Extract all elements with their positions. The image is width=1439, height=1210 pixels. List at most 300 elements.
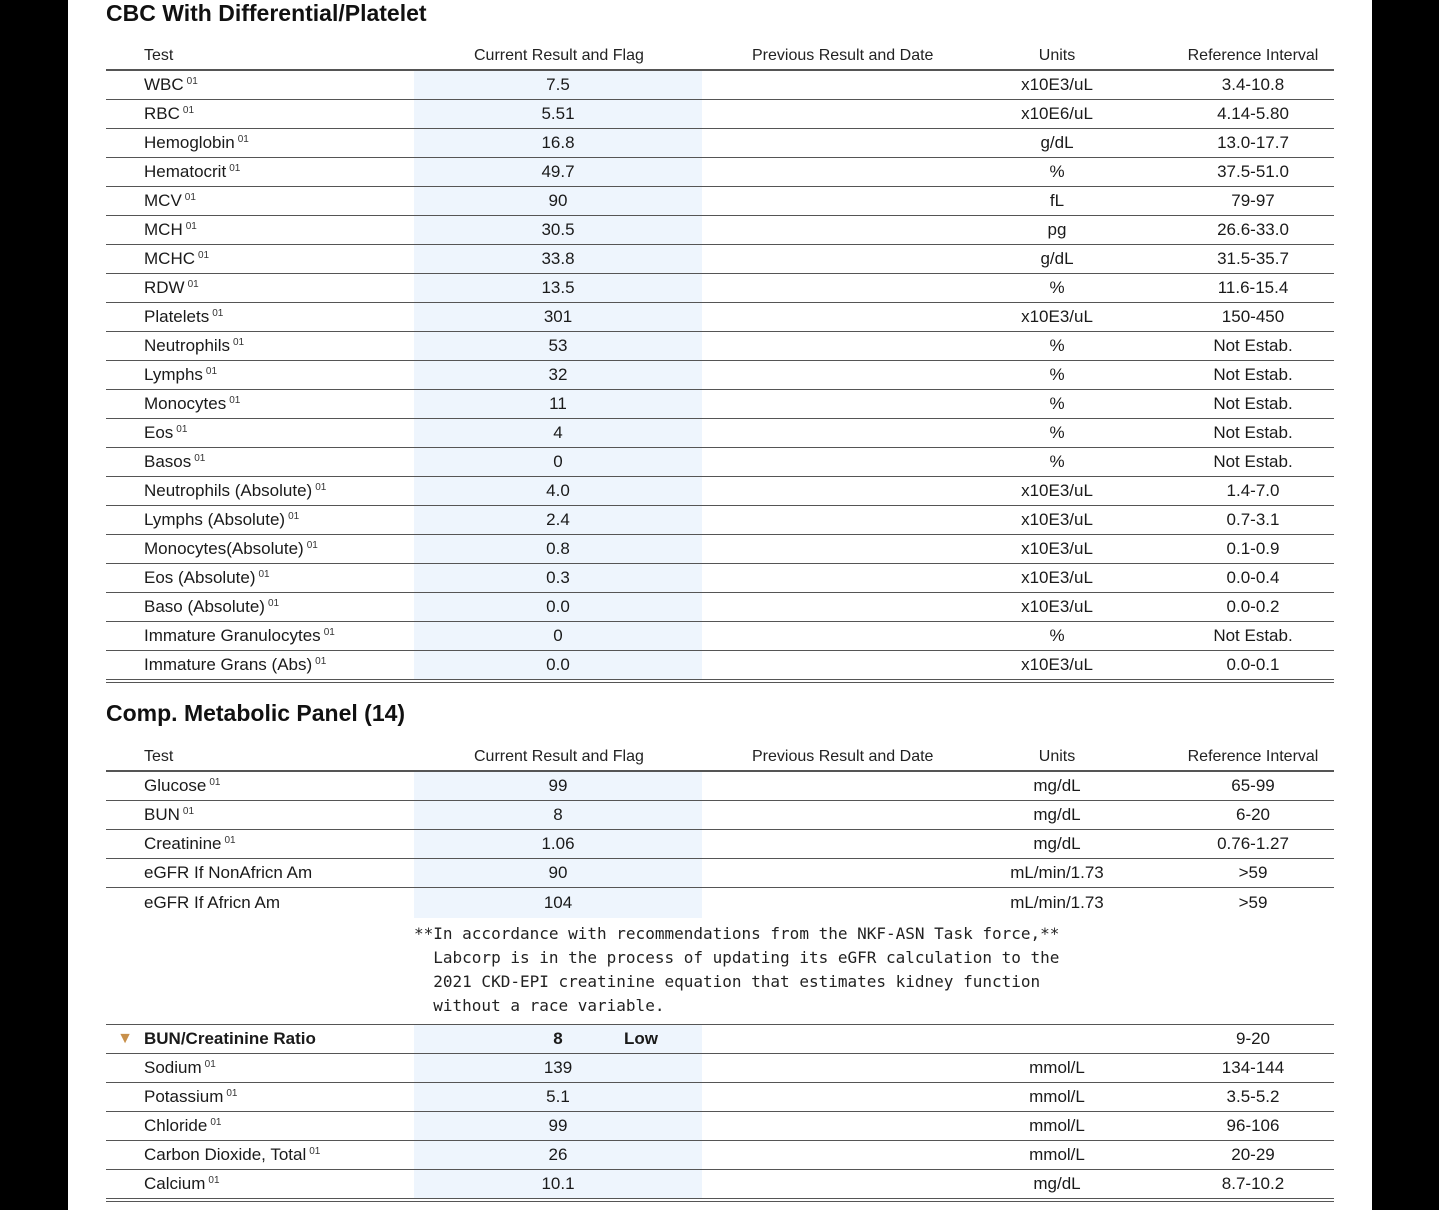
test-name-cell xyxy=(144,1082,414,1111)
current-result-cell xyxy=(414,70,702,100)
flag-indicator-cell xyxy=(106,477,144,506)
test-name-cell xyxy=(144,801,414,830)
current-result-cell xyxy=(414,801,702,830)
previous-result-cell xyxy=(702,859,942,888)
flag-indicator-cell xyxy=(106,651,144,682)
source-code-superscript: 01 xyxy=(258,569,270,580)
source-code-superscript: 01 xyxy=(226,1087,238,1099)
reference-interval-cell: 4.14-5.80 xyxy=(1172,100,1334,129)
current-result-cell xyxy=(414,830,702,859)
reference-interval-column-header: Reference Interval xyxy=(1172,737,1334,771)
table-row xyxy=(106,448,1334,477)
result-value: 8 xyxy=(553,805,563,824)
units-cell: % xyxy=(942,390,1172,419)
units-cell: % xyxy=(942,448,1172,477)
units-cell: x10E6/uL xyxy=(942,100,1172,129)
reference-interval-cell: Not Estab. xyxy=(1172,332,1334,361)
source-code-superscript: 01 xyxy=(315,656,327,667)
flag-indicator-cell xyxy=(106,332,144,361)
test-name-cell xyxy=(144,593,414,622)
flag-indicator-cell xyxy=(106,1111,144,1140)
reference-interval-cell: 13.0-17.7 xyxy=(1172,129,1334,158)
result-value: 0.0 xyxy=(546,597,570,616)
units-cell: % xyxy=(942,274,1172,303)
flag-indicator-cell xyxy=(106,506,144,535)
previous-result-cell xyxy=(702,158,942,187)
previous-result-cell xyxy=(702,361,942,390)
units-cell: x10E3/uL xyxy=(942,593,1172,622)
table-row xyxy=(106,216,1334,245)
previous-result-cell xyxy=(702,593,942,622)
previous-result-cell xyxy=(702,274,942,303)
table-row xyxy=(106,303,1334,332)
test-name: Glucose xyxy=(144,776,207,795)
current-result-cell xyxy=(414,651,702,682)
result-value: 0 xyxy=(553,452,563,471)
current-result-column-header: Current Result and Flag xyxy=(414,36,702,70)
test-name: MCV xyxy=(144,191,182,210)
flag-indicator-cell xyxy=(106,593,144,622)
source-code-superscript: 01 xyxy=(309,1145,321,1157)
previous-result-cell xyxy=(702,830,942,859)
test-column-header: Test xyxy=(144,737,414,771)
previous-result-cell xyxy=(702,129,942,158)
table-row xyxy=(106,1140,1334,1169)
reference-interval-cell: 6-20 xyxy=(1172,801,1334,830)
table-row xyxy=(106,1082,1334,1111)
cbc-results-body xyxy=(106,70,1334,681)
previous-result-cell xyxy=(702,771,942,801)
result-value: 10.1 xyxy=(541,1173,575,1193)
reference-interval-cell: 20-29 xyxy=(1172,1140,1334,1169)
result-value: 0.0 xyxy=(546,655,570,674)
reference-interval-cell: 1.4-7.0 xyxy=(1172,477,1334,506)
test-name-cell xyxy=(144,361,414,390)
result-value: 99 xyxy=(548,776,568,795)
test-name-cell xyxy=(144,1111,414,1140)
units-cell: % xyxy=(942,361,1172,390)
reference-interval-cell: Not Estab. xyxy=(1172,361,1334,390)
result-value: 53 xyxy=(548,336,568,355)
result-value: 16.8 xyxy=(541,133,575,152)
result-value: 5.1 xyxy=(546,1086,570,1106)
result-value: 0.3 xyxy=(546,568,570,587)
current-result-cell xyxy=(414,771,702,801)
units-cell: % xyxy=(942,622,1172,651)
test-name-cell xyxy=(144,1140,414,1169)
result-value: 2.4 xyxy=(546,510,570,529)
previous-result-cell xyxy=(702,303,942,332)
previous-result-cell xyxy=(702,187,942,216)
flag-column-header xyxy=(106,737,144,771)
current-result-cell xyxy=(414,888,702,918)
units-cell: mmol/L xyxy=(942,1111,1172,1140)
test-name: Sodium xyxy=(144,1057,202,1077)
previous-result-cell xyxy=(702,888,942,918)
current-result-cell xyxy=(414,506,702,535)
source-code-superscript: 01 xyxy=(182,105,195,116)
result-value: 90 xyxy=(548,191,568,210)
test-name: Creatinine xyxy=(144,834,222,853)
test-name: Lymphs xyxy=(144,365,203,384)
previous-result-cell xyxy=(702,1169,942,1200)
previous-result-cell xyxy=(702,801,942,830)
flag-indicator-cell xyxy=(106,1024,144,1053)
source-code-superscript: 01 xyxy=(184,192,196,203)
table-row xyxy=(106,1053,1334,1082)
result-value: 5.51 xyxy=(541,104,575,123)
test-name-cell xyxy=(144,216,414,245)
result-value: 32 xyxy=(548,365,568,384)
reference-interval-column-header: Reference Interval xyxy=(1172,36,1334,70)
result-value: 30.5 xyxy=(541,220,575,239)
current-result-cell xyxy=(414,564,702,593)
reference-interval-cell: 65-99 xyxy=(1172,771,1334,801)
table-row xyxy=(106,390,1334,419)
test-name-cell xyxy=(144,564,414,593)
flag-indicator-cell xyxy=(106,419,144,448)
result-value: 139 xyxy=(543,1057,573,1077)
flag-indicator-cell xyxy=(106,274,144,303)
current-result-cell xyxy=(414,1024,702,1053)
note-cell xyxy=(414,918,1334,1025)
flag-indicator-cell xyxy=(106,535,144,564)
current-result-cell xyxy=(414,419,702,448)
flag-indicator-cell xyxy=(106,361,144,390)
test-name-cell xyxy=(144,390,414,419)
source-code-superscript: 01 xyxy=(237,134,249,145)
report-page xyxy=(68,0,1372,1210)
test-name: RDW xyxy=(144,278,185,297)
current-result-cell xyxy=(414,535,702,564)
test-name-cell xyxy=(144,1053,414,1082)
result-value: 33.8 xyxy=(541,249,575,268)
result-value: 13.5 xyxy=(541,278,575,297)
test-name: Basos xyxy=(144,452,192,471)
reference-interval-cell: 8.7-10.2 xyxy=(1172,1169,1334,1200)
units-cell: mL/min/1.73 xyxy=(942,859,1172,888)
reference-interval-cell: 31.5-35.7 xyxy=(1172,245,1334,274)
table-row xyxy=(106,477,1334,506)
units-cell: mg/dL xyxy=(942,830,1172,859)
flag-indicator-cell xyxy=(106,1082,144,1111)
units-cell: x10E3/uL xyxy=(942,477,1172,506)
flag-indicator-cell xyxy=(106,216,144,245)
test-name-cell xyxy=(144,100,414,129)
current-result-cell xyxy=(414,1140,702,1169)
previous-result-column-header: Previous Result and Date xyxy=(702,737,942,771)
table-row xyxy=(106,129,1334,158)
reference-interval-cell: 150-450 xyxy=(1172,303,1334,332)
test-name: Monocytes(Absolute) xyxy=(144,539,304,558)
note-spacer xyxy=(144,918,414,1025)
reference-interval-cell: Not Estab. xyxy=(1172,390,1334,419)
current-result-cell xyxy=(414,1082,702,1111)
reference-interval-cell: Not Estab. xyxy=(1172,622,1334,651)
test-name-cell xyxy=(144,448,414,477)
previous-result-cell xyxy=(702,100,942,129)
units-cell: fL xyxy=(942,187,1172,216)
units-cell: mg/dL xyxy=(942,1169,1172,1200)
test-name: eGFR If Africn Am xyxy=(144,892,281,912)
current-result-cell xyxy=(414,448,702,477)
table-row xyxy=(106,332,1334,361)
flag-indicator-cell xyxy=(106,888,144,918)
table-row xyxy=(106,771,1334,801)
test-name-cell xyxy=(144,771,414,801)
reference-interval-cell: 26.6-33.0 xyxy=(1172,216,1334,245)
table-row xyxy=(106,361,1334,390)
previous-result-cell xyxy=(702,390,942,419)
flag-indicator-cell xyxy=(106,100,144,129)
units-cell: g/dL xyxy=(942,245,1172,274)
test-name: Potassium xyxy=(144,1086,224,1106)
table-row xyxy=(106,859,1334,888)
table-row xyxy=(106,593,1334,622)
cmp-results-body xyxy=(106,771,1334,1200)
result-value: 90 xyxy=(548,863,568,882)
note-spacer xyxy=(106,918,144,1025)
table-row xyxy=(106,419,1334,448)
result-value: 99 xyxy=(548,1115,568,1135)
table-row xyxy=(106,1024,1334,1053)
previous-result-cell xyxy=(702,535,942,564)
source-code-superscript: 01 xyxy=(224,835,236,846)
current-result-cell xyxy=(414,158,702,187)
test-name: Chloride xyxy=(144,1115,208,1135)
flag-indicator-cell xyxy=(106,187,144,216)
previous-result-cell xyxy=(702,564,942,593)
test-name-cell xyxy=(144,129,414,158)
test-name: Carbon Dioxide, Total xyxy=(144,1144,307,1164)
table-row xyxy=(106,622,1334,651)
current-result-cell xyxy=(414,593,702,622)
cbc-results-table xyxy=(106,36,1334,683)
table-row xyxy=(106,888,1334,918)
units-cell: mmol/L xyxy=(942,1082,1172,1111)
test-name-cell xyxy=(144,419,414,448)
units-cell: mg/dL xyxy=(942,771,1172,801)
test-name-cell xyxy=(144,1169,414,1200)
reference-interval-cell: >59 xyxy=(1238,892,1268,912)
egfr-note-text: **In accordance with recommendations from the NKF-ASN Task force,** Labcorp is in the process of updating its eGFR calculation to the 2021 CKD-EPI creatinine equation that estimates kidney function without a race variable. xyxy=(414,923,1060,1015)
cmp-results-table xyxy=(106,737,1334,1202)
flag-indicator-cell xyxy=(106,1169,144,1200)
result-flag: Low xyxy=(624,1028,658,1048)
reference-interval-cell: 0.0-0.2 xyxy=(1172,593,1334,622)
source-code-superscript: 01 xyxy=(198,250,210,261)
units-cell: x10E3/uL xyxy=(942,506,1172,535)
flag-indicator-cell xyxy=(106,564,144,593)
current-result-column-header: Current Result and Flag xyxy=(414,737,702,771)
test-name: Baso (Absolute) xyxy=(144,597,265,616)
reference-interval-cell: 0.0-0.4 xyxy=(1172,564,1334,593)
units-cell: pg xyxy=(942,216,1172,245)
result-value: 7.5 xyxy=(546,75,570,94)
flag-column-header xyxy=(106,36,144,70)
test-name: Immature Grans (Abs) xyxy=(144,655,313,674)
table-row xyxy=(106,651,1334,682)
test-name: MCHC xyxy=(144,249,195,268)
section-title-cbc: CBC With Differential/Platelet xyxy=(106,0,427,26)
table-row xyxy=(106,506,1334,535)
table-row xyxy=(106,100,1334,129)
flag-indicator-cell xyxy=(106,622,144,651)
flag-indicator-cell xyxy=(106,771,144,801)
current-result-cell xyxy=(414,216,702,245)
current-result-cell xyxy=(414,859,702,888)
reference-interval-cell: 0.76-1.27 xyxy=(1172,830,1334,859)
source-code-superscript: 01 xyxy=(176,424,188,435)
previous-result-cell xyxy=(702,622,942,651)
current-result-cell xyxy=(414,274,702,303)
units-column-header: Units xyxy=(942,36,1172,70)
previous-result-cell xyxy=(702,332,942,361)
current-result-cell xyxy=(414,129,702,158)
test-name: Platelets xyxy=(144,307,210,326)
test-name-cell xyxy=(144,1024,414,1053)
table-row xyxy=(106,245,1334,274)
flag-indicator-cell xyxy=(106,801,144,830)
reference-interval-cell: 96-106 xyxy=(1172,1111,1334,1140)
current-result-cell xyxy=(414,1053,702,1082)
units-cell: mg/dL xyxy=(942,801,1172,830)
source-code-superscript: 01 xyxy=(182,806,195,817)
test-name-cell xyxy=(144,158,414,187)
result-value: 11 xyxy=(549,394,567,413)
test-name-cell xyxy=(144,332,414,361)
result-value: 104 xyxy=(543,892,573,912)
units-cell: % xyxy=(942,158,1172,187)
source-code-superscript: 01 xyxy=(194,453,206,464)
previous-result-cell xyxy=(702,448,942,477)
current-result-cell xyxy=(414,245,702,274)
source-code-superscript: 01 xyxy=(185,221,197,232)
units-cell: x10E3/uL xyxy=(942,651,1172,682)
source-code-superscript: 01 xyxy=(323,627,335,638)
test-name: RBC xyxy=(144,104,180,123)
reference-interval-cell: 3.4-10.8 xyxy=(1172,70,1334,100)
test-name-cell xyxy=(144,70,414,100)
flag-indicator-cell xyxy=(106,70,144,100)
test-name-cell xyxy=(144,506,414,535)
reference-interval-cell: 0.0-0.1 xyxy=(1172,651,1334,682)
previous-result-cell xyxy=(702,70,942,100)
test-name-cell xyxy=(144,274,414,303)
test-name: Immature Granulocytes xyxy=(144,626,321,645)
previous-result-cell xyxy=(702,216,942,245)
result-value: 8 xyxy=(553,1028,563,1048)
source-code-superscript: 01 xyxy=(210,1116,222,1128)
note-row xyxy=(106,918,1334,1025)
previous-result-cell xyxy=(702,1140,942,1169)
table-row xyxy=(106,830,1334,859)
previous-result-cell xyxy=(702,1024,942,1053)
current-result-cell xyxy=(414,303,702,332)
source-code-superscript: 01 xyxy=(315,482,327,493)
test-name: Calcium xyxy=(144,1173,206,1193)
previous-result-cell xyxy=(702,1053,942,1082)
units-cell: g/dL xyxy=(942,129,1172,158)
triangle-down-icon: ▼ xyxy=(117,1029,133,1047)
flag-indicator-cell xyxy=(106,245,144,274)
section-title-cmp: Comp. Metabolic Panel (14) xyxy=(106,700,406,726)
source-code-superscript: 01 xyxy=(187,279,199,290)
table-row xyxy=(106,1111,1334,1140)
test-name-cell xyxy=(144,830,414,859)
flag-indicator-cell xyxy=(106,1140,144,1169)
current-result-cell xyxy=(414,390,702,419)
flag-indicator-cell xyxy=(106,859,144,888)
previous-result-cell xyxy=(702,477,942,506)
reference-interval-cell: >59 xyxy=(1172,859,1334,888)
units-column-header: Units xyxy=(942,737,1172,771)
source-code-superscript: 01 xyxy=(209,777,221,788)
units-cell: mmol/L xyxy=(942,1053,1172,1082)
flag-indicator-cell xyxy=(106,303,144,332)
units-cell xyxy=(942,1024,1172,1053)
reference-interval-cell: 9-20 xyxy=(1172,1024,1334,1053)
table-row xyxy=(106,1169,1334,1200)
previous-result-cell xyxy=(702,651,942,682)
test-name: Neutrophils (Absolute) xyxy=(144,481,313,500)
test-name-cell xyxy=(144,651,414,682)
test-name: Monocytes xyxy=(144,394,227,413)
source-code-superscript: 01 xyxy=(267,598,280,609)
previous-result-cell xyxy=(702,245,942,274)
flag-indicator-cell xyxy=(106,448,144,477)
test-name-cell xyxy=(144,245,414,274)
flag-indicator-cell xyxy=(106,830,144,859)
reference-interval-cell: 11.6-15.4 xyxy=(1172,274,1334,303)
table-row xyxy=(106,70,1334,100)
current-result-cell xyxy=(414,332,702,361)
table-header-row xyxy=(106,36,1334,70)
table-header-row xyxy=(106,737,1334,771)
test-name-cell xyxy=(144,622,414,651)
test-name-cell xyxy=(144,859,414,888)
test-name: BUN xyxy=(144,805,180,824)
reference-interval-cell: 134-144 xyxy=(1172,1053,1334,1082)
reference-interval-cell: 0.7-3.1 xyxy=(1172,506,1334,535)
reference-interval-cell: 3.5-5.2 xyxy=(1172,1082,1334,1111)
reference-interval-cell: 37.5-51.0 xyxy=(1172,158,1334,187)
test-column-header: Test xyxy=(144,36,414,70)
test-name: WBC xyxy=(144,75,184,94)
units-cell: x10E3/uL xyxy=(942,535,1172,564)
units-cell: mL/min/1.73 xyxy=(1010,892,1104,912)
table-row xyxy=(106,564,1334,593)
flag-indicator-cell xyxy=(106,1053,144,1082)
test-name-cell xyxy=(144,303,414,332)
result-value: 26 xyxy=(548,1144,568,1164)
test-name: Lymphs (Absolute) xyxy=(144,510,286,529)
previous-result-cell xyxy=(702,1111,942,1140)
test-name: Hemoglobin xyxy=(144,133,235,152)
test-name-cell xyxy=(144,477,414,506)
source-code-superscript: 01 xyxy=(306,540,318,551)
test-name: Hematocrit xyxy=(144,162,227,181)
units-cell: % xyxy=(942,332,1172,361)
result-value: 49.7 xyxy=(541,162,575,181)
table-row xyxy=(106,187,1334,216)
flag-indicator-cell xyxy=(106,158,144,187)
source-code-superscript: 01 xyxy=(208,1174,220,1186)
test-name: Eos xyxy=(144,423,174,442)
source-code-superscript: 01 xyxy=(186,76,198,87)
previous-result-cell xyxy=(702,1082,942,1111)
result-value: 0.8 xyxy=(546,539,570,558)
